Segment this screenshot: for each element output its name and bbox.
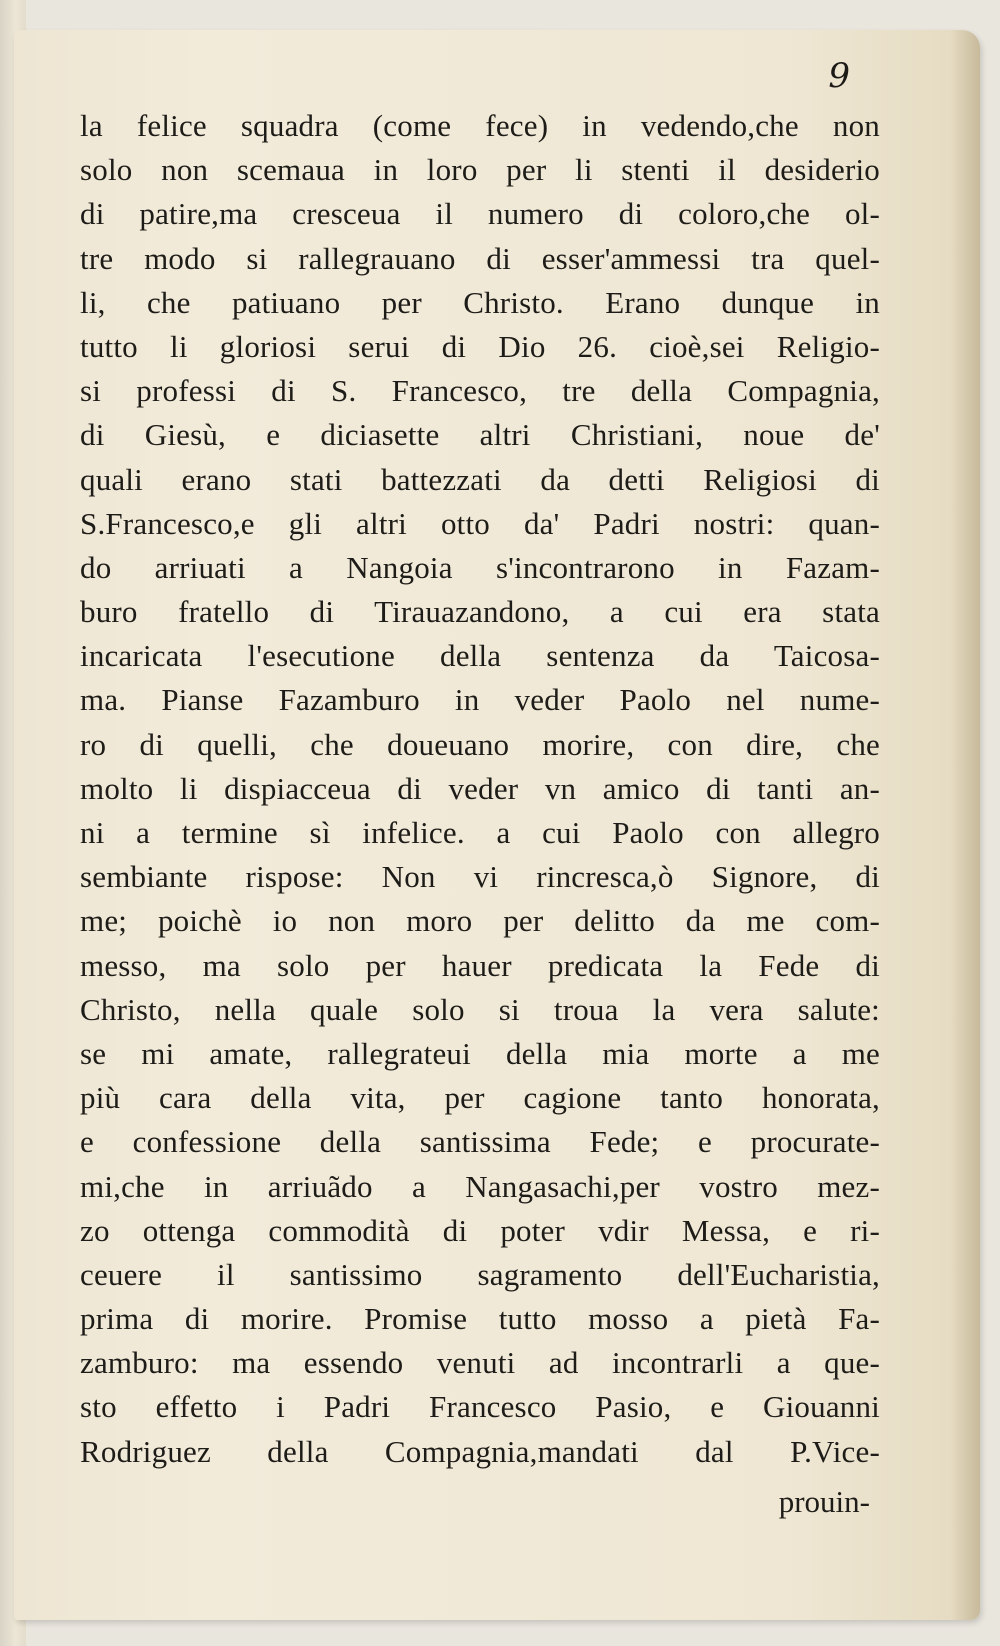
text-line: buro fratello di Tirauazandono, a cui era stata <box>80 594 880 630</box>
text-line: quali erano stati battezzati da detti Religiosi di <box>80 461 880 497</box>
text-line: la felice squadra (come fece) in vedendo,che non <box>80 108 880 143</box>
text-line: prima di morire. Promise tutto mosso a pietà Fa- <box>80 1301 880 1337</box>
text-line: Christo, nella quale solo si troua la vera salute: <box>80 991 880 1027</box>
text-line: molto li dispiacceua di veder vn amico di tanti an- <box>80 770 880 806</box>
body-text <box>80 104 880 1474</box>
text-line: ceuere il santissimo sagramento dell'Eucharistia, <box>80 1256 880 1292</box>
text-line: mi,che in arriuãdo a Nangasachi,per vostro mez- <box>80 1168 880 1204</box>
text-line: zo ottenga commodità di poter vdir Messa, e ri- <box>80 1212 880 1248</box>
text-line: tutto li gloriosi serui di Dio 26. cioè,sei Religio- <box>80 328 880 364</box>
page-edge-shadow <box>950 30 980 1620</box>
text-line: sto effetto i Padri Francesco Pasio, e Giouanni <box>80 1389 880 1425</box>
text-line: solo non scemaua in loro per li stenti il desiderio <box>80 152 880 188</box>
text-line: li, che patiuano per Christo. Erano dunque in <box>80 284 880 320</box>
text-line: sembiante rispose: Non vi rincresca,ò Signore, di <box>80 859 880 895</box>
text-line: più cara della vita, per cagione tanto honorata, <box>80 1080 880 1116</box>
text-line: me; poichè io non moro per delitto da me com- <box>80 903 880 939</box>
text-line: messo, ma solo per hauer predicata la Fede di <box>80 947 880 983</box>
text-line: ma. Pianse Fazamburo in veder Paolo nel nume- <box>80 682 880 718</box>
text-line: se mi amate, rallegrateui della mia morte a me <box>80 1035 880 1071</box>
text-line: di patire,ma cresceua il numero di coloro,che ol- <box>80 196 880 232</box>
text-line: si professi di S. Francesco, tre della Compagnia, <box>80 373 880 409</box>
page-number: 9 <box>828 56 850 96</box>
text-line: S.Francesco,e gli altri otto da' Padri nostri: quan- <box>80 505 880 541</box>
text-line: do arriuati a Nangoia s'incontrarono in Fazam- <box>80 549 880 585</box>
catchword: prouin- <box>778 1484 870 1519</box>
text-line: ro di quelli, che doueuano morire, con dire, che <box>80 726 880 762</box>
text-line: ni a termine sì infelice. a cui Paolo con allegro <box>80 815 880 850</box>
text-line: Rodriguez della Compagnia,mandati dal P.Vice- <box>80 1433 880 1469</box>
text-line: zamburo: ma essendo venuti ad incontrarli a que- <box>80 1345 880 1381</box>
text-line: tre modo si rallegrauano di esser'ammessi tra quel- <box>80 240 880 276</box>
text-line: di Giesù, e diciasette altri Christiani, noue de' <box>80 417 880 453</box>
text-line: incaricata l'esecutione della sentenza da Taicosa- <box>80 638 880 674</box>
text-line: e confessione della santissima Fede; e procurate- <box>80 1124 880 1160</box>
